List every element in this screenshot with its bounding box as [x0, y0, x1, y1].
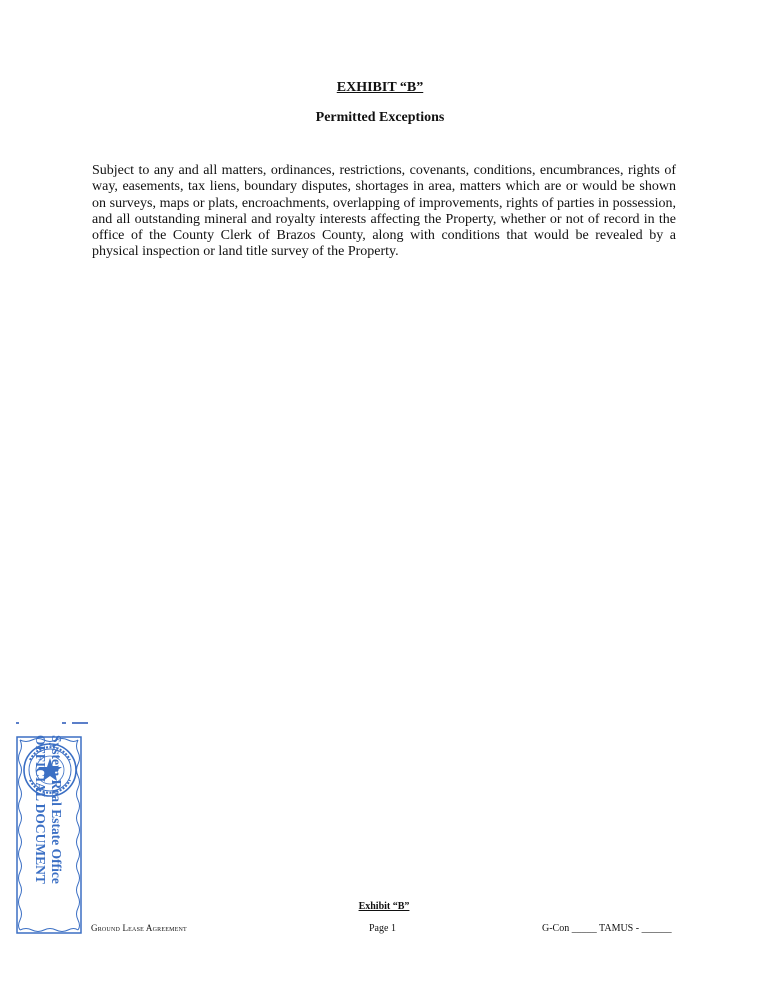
page-title: EXHIBIT “B” — [336, 80, 424, 95]
footer-document-name: Ground Lease Agreement — [91, 923, 187, 933]
stamp-line-2: OFFICIAL DOCUMENT — [33, 735, 48, 884]
page-subtitle: Permitted Exceptions — [315, 110, 445, 125]
scan-mark — [16, 722, 19, 724]
stamp-line-1: System Real Estate Office — [49, 735, 64, 884]
footer-contract-reference: G-Con _____ TAMUS - ______ — [542, 923, 672, 934]
footer-page-number: Page 1 — [369, 923, 396, 934]
exceptions-paragraph: Subject to any and all matters, ordinances, restrictions, covenants, conditions, encumbrances, rights of way, easements, tax liens, boundary disputes, shortages in area, matters which are or would be shown on surveys, maps or plats, encroachments, overlapping of improvements, rights of parties in possession, and all outstanding mineral and royalty interests affecting the Property, whether or not of record in the office of the County Clerk of Brazos County, along with conditions that would be revealed by a physical inspection or land title survey of the Property. — [92, 163, 676, 260]
scan-mark — [72, 722, 88, 724]
scan-mark — [62, 722, 66, 724]
footer-exhibit-label: Exhibit “B” — [358, 901, 410, 912]
